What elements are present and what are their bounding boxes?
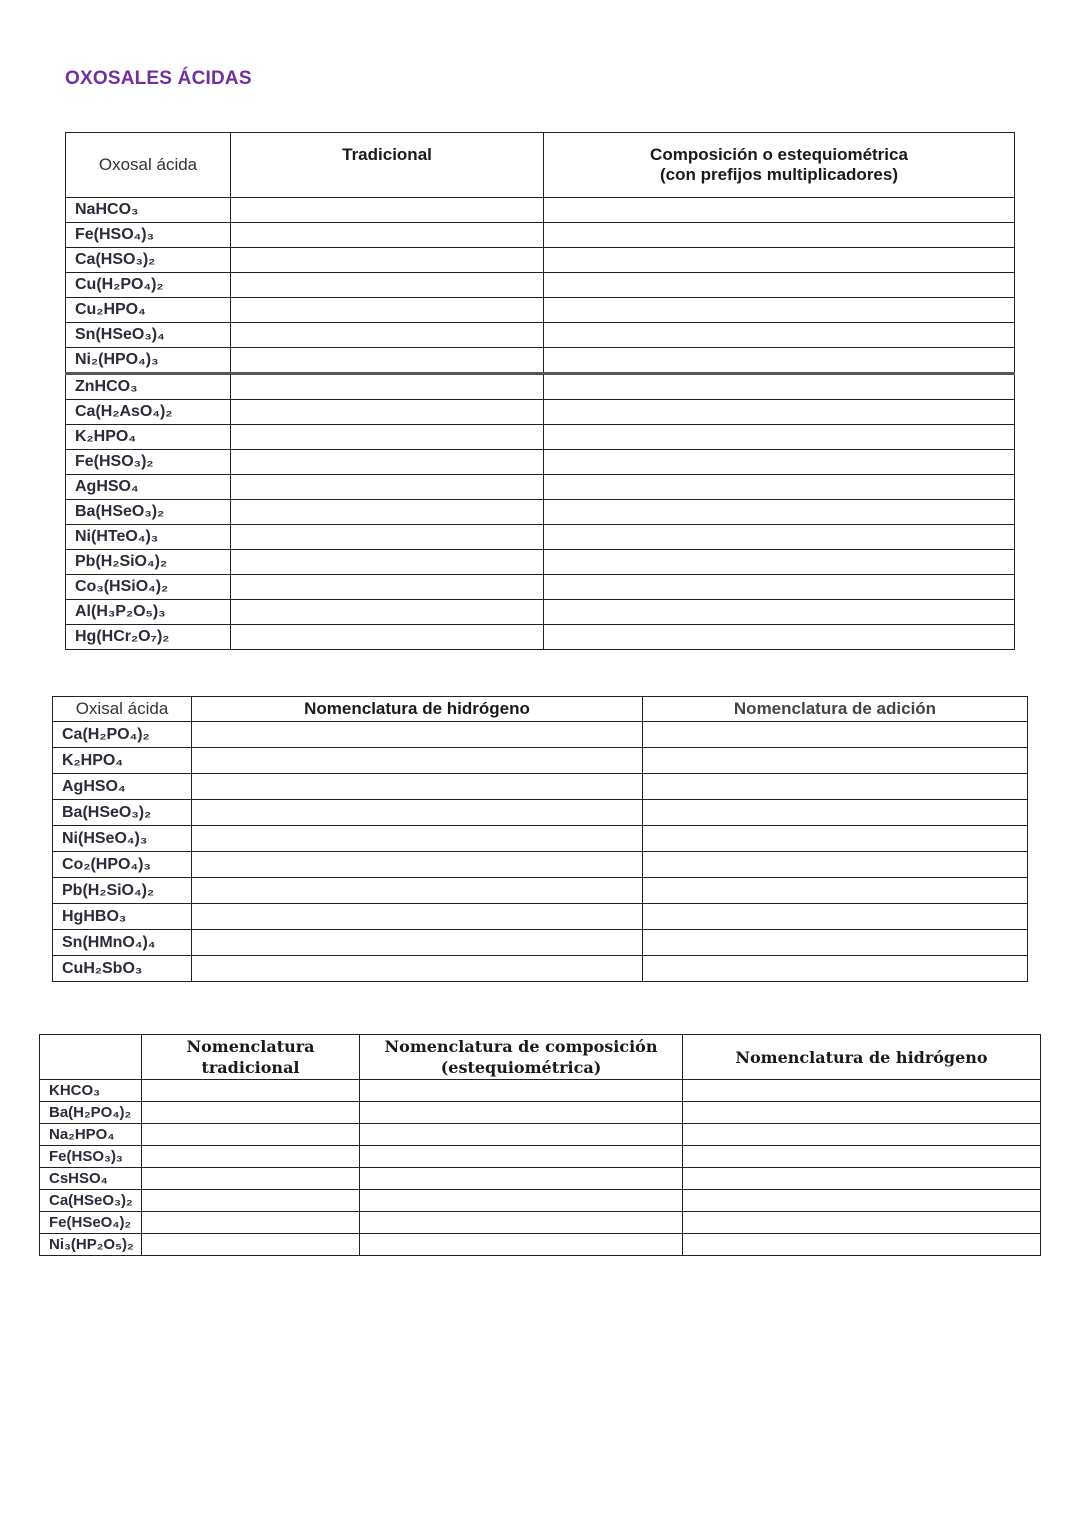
answer-cell[interactable] xyxy=(192,852,643,878)
answer-cell[interactable] xyxy=(544,348,1015,374)
answer-cell[interactable] xyxy=(231,400,544,425)
answer-cell[interactable] xyxy=(231,198,544,223)
answer-cell[interactable] xyxy=(544,575,1015,600)
formula-cell: Fe(HSO₃)₃ xyxy=(40,1146,142,1168)
header-composicion-line1: Nomenclatura de composición xyxy=(384,1037,658,1056)
table-row xyxy=(53,852,1028,878)
answer-cell[interactable] xyxy=(683,1234,1041,1256)
formula-cell: Ni(HTeO₄)₃ xyxy=(66,525,231,550)
answer-cell[interactable] xyxy=(231,425,544,450)
answer-cell[interactable] xyxy=(544,248,1015,273)
answer-cell[interactable] xyxy=(544,298,1015,323)
answer-cell[interactable] xyxy=(142,1234,360,1256)
oxosales-table-3 xyxy=(39,1034,1041,1256)
table-row xyxy=(66,198,1015,223)
answer-cell[interactable] xyxy=(192,930,643,956)
table-row xyxy=(53,956,1028,982)
answer-cell[interactable] xyxy=(544,400,1015,425)
formula-cell: Hg(HCr₂O₇)₂ xyxy=(66,625,231,650)
answer-cell[interactable] xyxy=(231,374,544,400)
answer-cell[interactable] xyxy=(360,1124,683,1146)
formula-cell: Co₃(HSiO₄)₂ xyxy=(66,575,231,600)
formula-cell: CsHSO₄ xyxy=(40,1168,142,1190)
table-row xyxy=(40,1080,1041,1102)
formula-cell: Ni(HSeO₄)₃ xyxy=(53,826,192,852)
table-row xyxy=(40,1212,1041,1234)
table-row xyxy=(66,450,1015,475)
table-row xyxy=(66,425,1015,450)
answer-cell[interactable] xyxy=(683,1124,1041,1146)
header-blank xyxy=(40,1035,142,1080)
formula-cell: Cu(H₂PO₄)₂ xyxy=(66,273,231,298)
answer-cell[interactable] xyxy=(683,1146,1041,1168)
answer-cell[interactable] xyxy=(643,774,1028,800)
formula-cell: Fe(HSO₄)₃ xyxy=(66,223,231,248)
answer-cell[interactable] xyxy=(231,575,544,600)
answer-cell[interactable] xyxy=(360,1146,683,1168)
header-tradicional: Tradicional xyxy=(231,133,544,198)
answer-cell[interactable] xyxy=(544,450,1015,475)
formula-cell: AgHSO₄ xyxy=(53,774,192,800)
table-row xyxy=(53,722,1028,748)
answer-cell[interactable] xyxy=(544,223,1015,248)
answer-cell[interactable] xyxy=(231,298,544,323)
formula-cell: Ca(HSeO₃)₂ xyxy=(40,1190,142,1212)
table-row xyxy=(66,600,1015,625)
answer-cell[interactable] xyxy=(683,1212,1041,1234)
header-adicion: Nomenclatura de adición xyxy=(643,697,1028,722)
answer-cell[interactable] xyxy=(231,273,544,298)
answer-cell[interactable] xyxy=(192,800,643,826)
formula-cell: Ca(H₂PO₄)₂ xyxy=(53,722,192,748)
answer-cell[interactable] xyxy=(142,1102,360,1124)
oxosales-table-1 xyxy=(65,132,1015,650)
table-row xyxy=(66,273,1015,298)
table-row xyxy=(53,826,1028,852)
answer-cell[interactable] xyxy=(142,1124,360,1146)
answer-cell[interactable] xyxy=(192,774,643,800)
answer-cell[interactable] xyxy=(231,348,544,374)
table-row xyxy=(40,1146,1041,1168)
answer-cell[interactable] xyxy=(231,223,544,248)
answer-cell[interactable] xyxy=(231,248,544,273)
answer-cell[interactable] xyxy=(142,1212,360,1234)
table-row xyxy=(53,774,1028,800)
header-hidrogeno: Nomenclatura de hidrógeno xyxy=(683,1035,1041,1080)
table-row xyxy=(40,1102,1041,1124)
header-tradicional-line1: Nomenclatura xyxy=(186,1037,315,1056)
header-tradicional xyxy=(142,1035,360,1080)
answer-cell[interactable] xyxy=(142,1168,360,1190)
answer-cell[interactable] xyxy=(544,525,1015,550)
table-row xyxy=(66,374,1015,400)
answer-cell[interactable] xyxy=(643,800,1028,826)
answer-cell[interactable] xyxy=(544,625,1015,650)
table-row xyxy=(40,1168,1041,1190)
answer-cell[interactable] xyxy=(544,600,1015,625)
page-title: OXOSALES ÁCIDAS xyxy=(65,68,252,89)
table-row xyxy=(66,525,1015,550)
table-row xyxy=(66,550,1015,575)
answer-cell[interactable] xyxy=(192,722,643,748)
table-row xyxy=(53,878,1028,904)
header-composicion xyxy=(360,1035,683,1080)
formula-cell: ZnHCO₃ xyxy=(66,374,231,400)
table-row xyxy=(40,1124,1041,1146)
formula-cell: Ba(HSeO₃)₂ xyxy=(53,800,192,826)
answer-cell[interactable] xyxy=(544,475,1015,500)
formula-cell: Na₂HPO₄ xyxy=(40,1124,142,1146)
answer-cell[interactable] xyxy=(142,1080,360,1102)
header-composicion-line2: (con prefijos multiplicadores) xyxy=(659,165,899,184)
formula-cell: Pb(H₂SiO₄)₂ xyxy=(53,878,192,904)
formula-cell: Al(H₃P₂O₅)₃ xyxy=(66,600,231,625)
formula-cell: NaHCO₃ xyxy=(66,198,231,223)
answer-cell[interactable] xyxy=(643,826,1028,852)
header-hidrogeno: Nomenclatura de hidrógeno xyxy=(192,697,643,722)
header-oxisal: Oxisal ácida xyxy=(53,697,192,722)
answer-cell[interactable] xyxy=(231,475,544,500)
header-oxosal: Oxosal ácida xyxy=(66,133,231,198)
answer-cell[interactable] xyxy=(643,852,1028,878)
answer-cell[interactable] xyxy=(683,1190,1041,1212)
oxosales-table-2 xyxy=(52,696,1028,982)
formula-cell: Fe(HSO₃)₂ xyxy=(66,450,231,475)
answer-cell[interactable] xyxy=(360,1080,683,1102)
formula-cell: Pb(H₂SiO₄)₂ xyxy=(66,550,231,575)
answer-cell[interactable] xyxy=(643,748,1028,774)
answer-cell[interactable] xyxy=(192,878,643,904)
answer-cell[interactable] xyxy=(231,500,544,525)
formula-cell: CuH₂SbO₃ xyxy=(53,956,192,982)
formula-cell: Ca(HSO₃)₂ xyxy=(66,248,231,273)
answer-cell[interactable] xyxy=(643,904,1028,930)
answer-cell[interactable] xyxy=(192,956,643,982)
table-row xyxy=(66,223,1015,248)
table-row xyxy=(66,625,1015,650)
table-row xyxy=(53,930,1028,956)
formula-cell: Sn(HSeO₃)₄ xyxy=(66,323,231,348)
answer-cell[interactable] xyxy=(643,956,1028,982)
table-row xyxy=(40,1190,1041,1212)
answer-cell[interactable] xyxy=(360,1102,683,1124)
table-row xyxy=(66,400,1015,425)
formula-cell: Cu₂HPO₄ xyxy=(66,298,231,323)
table-row xyxy=(66,475,1015,500)
table-row xyxy=(66,348,1015,374)
answer-cell[interactable] xyxy=(643,878,1028,904)
answer-cell[interactable] xyxy=(683,1080,1041,1102)
header-composicion-line2: (estequiométrica) xyxy=(440,1058,602,1077)
answer-cell[interactable] xyxy=(544,425,1015,450)
formula-cell: Ba(H₂PO₄)₂ xyxy=(40,1102,142,1124)
answer-cell[interactable] xyxy=(142,1190,360,1212)
formula-cell: Ca(H₂AsO₄)₂ xyxy=(66,400,231,425)
answer-cell[interactable] xyxy=(544,273,1015,298)
answer-cell[interactable] xyxy=(544,323,1015,348)
table-row xyxy=(66,248,1015,273)
table-row xyxy=(66,500,1015,525)
table-row xyxy=(66,323,1015,348)
table-row xyxy=(53,748,1028,774)
answer-cell[interactable] xyxy=(360,1234,683,1256)
answer-cell[interactable] xyxy=(231,323,544,348)
answer-cell[interactable] xyxy=(360,1168,683,1190)
answer-cell[interactable] xyxy=(683,1168,1041,1190)
formula-cell: Ni₂(HPO₄)₃ xyxy=(66,348,231,374)
header-composicion-line1: Composición o estequiométrica xyxy=(650,145,908,164)
formula-cell: Fe(HSeO₄)₂ xyxy=(40,1212,142,1234)
answer-cell[interactable] xyxy=(142,1146,360,1168)
answer-cell[interactable] xyxy=(360,1190,683,1212)
answer-cell[interactable] xyxy=(544,198,1015,223)
formula-cell: Ba(HSeO₃)₂ xyxy=(66,500,231,525)
answer-cell[interactable] xyxy=(360,1212,683,1234)
table-row xyxy=(53,800,1028,826)
answer-cell[interactable] xyxy=(192,748,643,774)
answer-cell[interactable] xyxy=(231,550,544,575)
formula-cell: KHCO₃ xyxy=(40,1080,142,1102)
answer-cell[interactable] xyxy=(192,826,643,852)
formula-cell: HgHBO₃ xyxy=(53,904,192,930)
table-row xyxy=(40,1234,1041,1256)
formula-cell: K₂HPO₄ xyxy=(66,425,231,450)
formula-cell: AgHSO₄ xyxy=(66,475,231,500)
answer-cell[interactable] xyxy=(231,450,544,475)
formula-cell: Ni₃(HP₂O₅)₂ xyxy=(40,1234,142,1256)
answer-cell[interactable] xyxy=(544,374,1015,400)
header-tradicional-line2: tradicional xyxy=(201,1058,300,1077)
formula-cell: Co₂(HPO₄)₃ xyxy=(53,852,192,878)
header-composicion xyxy=(544,133,1015,198)
table-row xyxy=(53,904,1028,930)
answer-cell[interactable] xyxy=(192,904,643,930)
answer-cell[interactable] xyxy=(643,930,1028,956)
answer-cell[interactable] xyxy=(544,550,1015,575)
answer-cell[interactable] xyxy=(643,722,1028,748)
formula-cell: K₂HPO₄ xyxy=(53,748,192,774)
answer-cell[interactable] xyxy=(231,600,544,625)
answer-cell[interactable] xyxy=(683,1102,1041,1124)
formula-cell: Sn(HMnO₄)₄ xyxy=(53,930,192,956)
answer-cell[interactable] xyxy=(544,500,1015,525)
table-row xyxy=(66,298,1015,323)
answer-cell[interactable] xyxy=(231,525,544,550)
table-row xyxy=(66,575,1015,600)
answer-cell[interactable] xyxy=(231,625,544,650)
